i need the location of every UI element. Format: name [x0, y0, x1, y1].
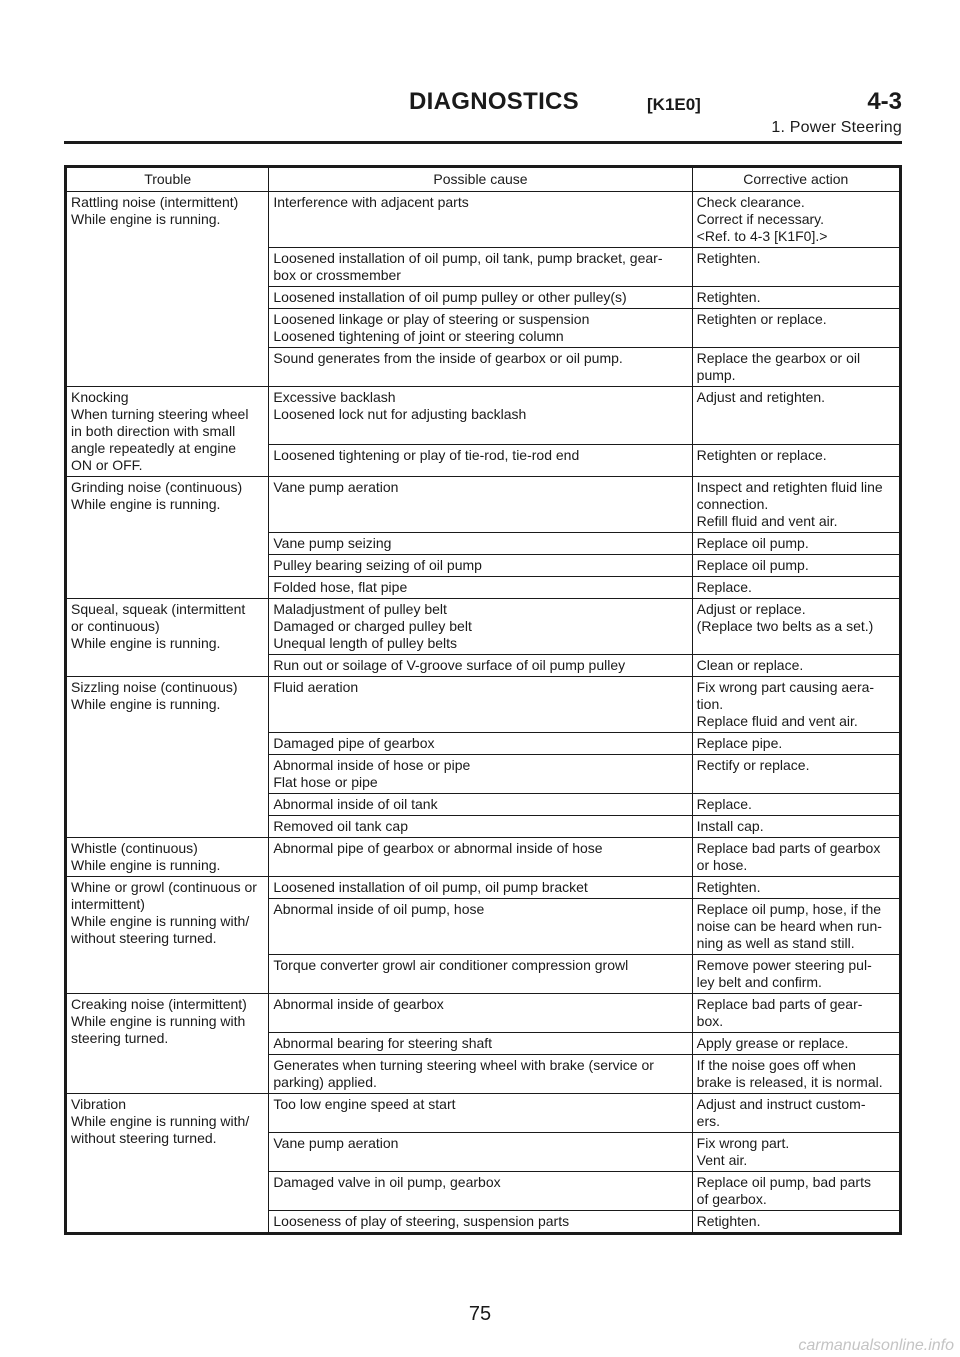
- cause-cell: [269, 677, 692, 733]
- action-line: Adjust and instruct custom-: [696, 1096, 866, 1112]
- action-line: Refill fluid and vent air.: [696, 513, 838, 529]
- action-line: Check clearance.: [696, 194, 805, 210]
- action-line: Adjust or replace.: [696, 601, 806, 617]
- action-line: box.: [696, 1013, 724, 1029]
- cause-line: Loosened lock nut for adjusting backlash: [273, 406, 527, 422]
- action-line: <Ref. to 4-3 [K1F0].>: [696, 228, 828, 244]
- trouble-line: Creaking noise (intermittent): [71, 996, 247, 1012]
- action-line: Apply grease or replace.: [696, 1035, 849, 1051]
- action-cell: [692, 287, 900, 309]
- trouble-line: angle repeatedly at engine: [71, 440, 237, 456]
- diagnostics-table: [64, 165, 902, 1235]
- column-header-cause: Possible cause: [269, 167, 692, 192]
- action-line: Retighten or replace.: [696, 311, 827, 327]
- trouble-line: Whine or growl (continuous or: [71, 879, 257, 895]
- cause-cell: [269, 1033, 692, 1055]
- cause-line: Torque converter growl air conditioner compression growl: [273, 957, 629, 973]
- action-cell: [692, 387, 900, 445]
- cause-line: Loosened linkage or play of steering or suspension: [273, 311, 590, 327]
- cause-cell: [269, 816, 692, 838]
- cause-line: Maladjustment of pulley belt: [273, 601, 447, 617]
- cause-line: Excessive backlash: [273, 389, 396, 405]
- cause-cell: [269, 1133, 692, 1172]
- cause-line: box or crossmember: [273, 267, 401, 283]
- action-cell: [692, 733, 900, 755]
- action-line: Replace oil pump.: [696, 535, 809, 551]
- action-cell: [692, 348, 900, 387]
- action-line: Inspect and retighten fluid line: [696, 479, 883, 495]
- page-number: 75: [468, 1303, 492, 1325]
- action-line: Replace bad parts of gearbox: [696, 840, 881, 856]
- table-row: [66, 1094, 901, 1133]
- cause-line: Vane pump aeration: [273, 1135, 399, 1151]
- cause-line: Loosened installation of oil pump, oil pump bracket: [273, 879, 588, 895]
- action-line: Retighten.: [696, 289, 761, 305]
- cause-line: Interference with adjacent parts: [273, 194, 469, 210]
- cause-line: Abnormal inside of hose or pipe: [273, 757, 471, 773]
- trouble-line: While engine is running.: [71, 857, 221, 873]
- cause-cell: [269, 287, 692, 309]
- action-cell: [692, 955, 900, 994]
- action-cell: [692, 1172, 900, 1211]
- action-line: ley belt and confirm.: [696, 974, 822, 990]
- table-header-row: [66, 167, 901, 192]
- table-row: [66, 192, 901, 248]
- action-line: Replace.: [696, 579, 752, 595]
- cause-cell: [269, 899, 692, 955]
- cause-cell: [269, 477, 692, 533]
- cause-line: Unequal length of pulley belts: [273, 635, 458, 651]
- action-cell: [692, 899, 900, 955]
- trouble-line: Grinding noise (continuous): [71, 479, 243, 495]
- action-cell: [692, 577, 900, 599]
- trouble-line: Whistle (continuous): [71, 840, 198, 856]
- action-line: Replace.: [696, 796, 752, 812]
- header-rule: [64, 141, 902, 144]
- trouble-cell: [66, 877, 269, 994]
- cause-cell: [269, 577, 692, 599]
- action-cell: [692, 755, 900, 794]
- header-section-number: 4-3: [867, 88, 902, 115]
- header-code: [K1E0]: [647, 95, 701, 114]
- action-line: Fix wrong part.: [696, 1135, 790, 1151]
- cause-cell: [269, 309, 692, 348]
- action-line: If the noise goes off when: [696, 1057, 856, 1073]
- trouble-line: While engine is running.: [71, 635, 221, 651]
- action-cell: [692, 794, 900, 816]
- cause-cell: [269, 599, 692, 655]
- action-line: Vent air.: [696, 1152, 748, 1168]
- action-line: Clean or replace.: [696, 657, 804, 673]
- trouble-line: When turning steering wheel: [71, 406, 249, 422]
- cause-cell: [269, 444, 692, 476]
- cause-line: Looseness of play of steering, suspension parts: [273, 1213, 570, 1229]
- cause-line: Loosened installation of oil pump pulley or other pulley(s): [273, 289, 627, 305]
- action-line: brake is released, it is normal.: [696, 1074, 883, 1090]
- table-row: [66, 677, 901, 733]
- trouble-line: without steering turned.: [71, 930, 217, 946]
- table-row: [66, 599, 901, 655]
- cause-line: Run out or soilage of V-groove surface of oil pump pulley: [273, 657, 626, 673]
- action-line: Replace bad parts of gear-: [696, 996, 863, 1012]
- action-cell: [692, 599, 900, 655]
- action-cell: [692, 816, 900, 838]
- action-line: Remove power steering pul-: [696, 957, 872, 973]
- cause-line: Removed oil tank cap: [273, 818, 409, 834]
- table-row: [66, 877, 901, 899]
- action-cell: [692, 533, 900, 555]
- action-line: Replace oil pump.: [696, 557, 809, 573]
- cause-cell: [269, 533, 692, 555]
- trouble-line: intermittent): [71, 896, 145, 912]
- action-cell: [692, 838, 900, 877]
- table-row: [66, 994, 901, 1033]
- cause-line: Too low engine speed at start: [273, 1096, 456, 1112]
- cause-line: Abnormal pipe of gearbox or abnormal inside of hose: [273, 840, 603, 856]
- trouble-cell: [66, 599, 269, 677]
- cause-line: Damaged valve in oil pump, gearbox: [273, 1174, 501, 1190]
- action-line: Replace oil pump, hose, if the: [696, 901, 882, 917]
- cause-cell: [269, 655, 692, 677]
- trouble-line: While engine is running.: [71, 696, 221, 712]
- cause-line: Damaged pipe of gearbox: [273, 735, 435, 751]
- action-line: Install cap.: [696, 818, 764, 834]
- header-subtitle: 1. Power Steering: [771, 119, 902, 136]
- action-line: Retighten or replace.: [696, 446, 827, 463]
- cause-cell: [269, 755, 692, 794]
- action-cell: [692, 555, 900, 577]
- cause-cell: [269, 555, 692, 577]
- action-cell: [692, 1133, 900, 1172]
- action-line: ning as well as stand still.: [696, 935, 855, 951]
- cause-cell: [269, 1172, 692, 1211]
- cause-line: Flat hose or pipe: [273, 774, 378, 790]
- cause-line: Sound generates from the inside of gearbox or oil pump.: [273, 350, 623, 366]
- page-header: [64, 88, 902, 144]
- action-line: Fix wrong part causing aera-: [696, 679, 875, 695]
- action-cell: [692, 1055, 900, 1094]
- table-row: [66, 477, 901, 533]
- cause-line: Abnormal bearing for steering shaft: [273, 1035, 493, 1051]
- trouble-line: ON or OFF.: [71, 457, 143, 473]
- action-line: Retighten.: [696, 250, 761, 266]
- trouble-line: Rattling noise (intermittent): [71, 194, 239, 210]
- action-line: or hose.: [696, 857, 748, 873]
- trouble-cell: [66, 677, 269, 838]
- cause-cell: [269, 994, 692, 1033]
- header-title: DIAGNOSTICS: [409, 88, 579, 115]
- trouble-line: While engine is running with/: [71, 913, 250, 929]
- action-line: of gearbox.: [696, 1191, 767, 1207]
- action-line: Replace oil pump, bad parts: [696, 1174, 871, 1190]
- cause-line: Abnormal inside of oil pump, hose: [273, 901, 485, 917]
- trouble-line: While engine is running.: [71, 211, 221, 227]
- action-cell: [692, 1033, 900, 1055]
- action-line: Replace the gearbox or oil: [696, 350, 861, 366]
- action-cell: [692, 1211, 900, 1234]
- action-cell: [692, 192, 900, 248]
- column-header-action: Corrective action: [692, 167, 900, 192]
- trouble-line: steering turned.: [71, 1030, 169, 1046]
- cause-line: Loosened tightening of joint or steering column: [273, 328, 564, 344]
- action-line: noise can be heard when run-: [696, 918, 882, 934]
- cause-line: Damaged or charged pulley belt: [273, 618, 472, 634]
- trouble-line: While engine is running with/: [71, 1113, 250, 1129]
- table-row: [66, 387, 901, 445]
- action-line: Rectify or replace.: [696, 757, 810, 773]
- trouble-cell: [66, 838, 269, 877]
- cause-cell: [269, 733, 692, 755]
- watermark: carmanualsonline.info: [798, 1337, 954, 1354]
- action-line: tion.: [696, 696, 724, 712]
- trouble-line: without steering turned.: [71, 1130, 217, 1146]
- table-row: [66, 838, 901, 877]
- cause-line: Folded hose, flat pipe: [273, 579, 408, 595]
- cause-cell: [269, 1211, 692, 1234]
- column-header-trouble: Trouble: [66, 167, 269, 192]
- cause-cell: [269, 348, 692, 387]
- trouble-line: in both direction with small: [71, 423, 236, 439]
- action-line: Correct if necessary.: [696, 211, 824, 227]
- cause-cell: [269, 955, 692, 994]
- header-row: [64, 88, 902, 118]
- trouble-cell: [66, 192, 269, 387]
- cause-line: Vane pump aeration: [273, 479, 399, 495]
- action-line: (Replace two belts as a set.): [696, 618, 874, 634]
- action-cell: [692, 877, 900, 899]
- trouble-cell: [66, 387, 269, 477]
- cause-cell: [269, 248, 692, 287]
- cause-line: Abnormal inside of oil tank: [273, 796, 438, 812]
- action-line: Replace fluid and vent air.: [696, 713, 858, 729]
- trouble-line: Sizzling noise (continuous): [71, 679, 238, 695]
- cause-cell: [269, 877, 692, 899]
- action-cell: [692, 655, 900, 677]
- trouble-line: Squeal, squeak (intermittent: [71, 601, 246, 617]
- cause-line: Loosened installation of oil pump, oil tank, pump bracket, gear-: [273, 250, 663, 266]
- cause-cell: [269, 192, 692, 248]
- trouble-cell: [66, 1094, 269, 1234]
- action-cell: [692, 477, 900, 533]
- action-cell: [692, 309, 900, 348]
- cause-cell: [269, 387, 692, 445]
- trouble-line: Knocking: [71, 389, 129, 405]
- cause-cell: [269, 794, 692, 816]
- cause-line: Vane pump seizing: [273, 535, 392, 551]
- action-line: pump.: [696, 367, 736, 383]
- trouble-line: While engine is running with: [71, 1013, 246, 1029]
- cause-line: parking) applied.: [273, 1074, 377, 1090]
- cause-line: Fluid aeration: [273, 679, 359, 695]
- cause-line: Abnormal inside of gearbox: [273, 996, 444, 1012]
- trouble-line: Vibration: [71, 1096, 127, 1112]
- cause-cell: [269, 1094, 692, 1133]
- action-line: Retighten.: [696, 1213, 761, 1229]
- table-body: [66, 192, 901, 1234]
- action-line: Retighten.: [696, 879, 761, 895]
- action-cell: [692, 248, 900, 287]
- action-cell: [692, 444, 900, 476]
- trouble-cell: [66, 477, 269, 599]
- cause-cell: [269, 838, 692, 877]
- action-line: ers.: [696, 1113, 720, 1129]
- cause-line: Pulley bearing seizing of oil pump: [273, 557, 482, 573]
- cause-line: Loosened tightening or play of tie-rod, tie-rod end: [273, 446, 580, 463]
- action-cell: [692, 677, 900, 733]
- action-cell: [692, 1094, 900, 1133]
- cause-line: Generates when turning steering wheel with brake (service or: [273, 1057, 654, 1073]
- cause-cell: [269, 1055, 692, 1094]
- trouble-line: or continuous): [71, 618, 160, 634]
- trouble-line: While engine is running.: [71, 496, 221, 512]
- trouble-cell: [66, 994, 269, 1094]
- action-line: connection.: [696, 496, 769, 512]
- action-line: Replace pipe.: [696, 735, 783, 751]
- action-cell: [692, 994, 900, 1033]
- action-line: Adjust and retighten.: [696, 389, 826, 405]
